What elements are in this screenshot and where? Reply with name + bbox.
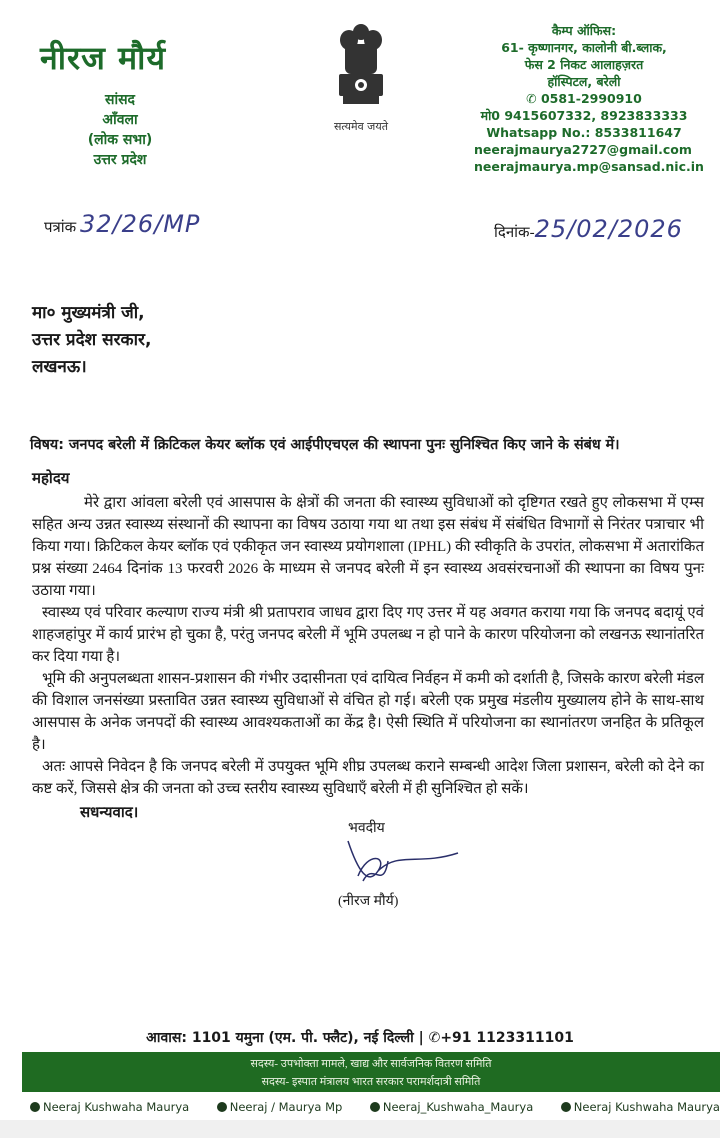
body-paragraph: मेरे द्वारा आंवला बरेली एवं आसपास के क्षेत्रों की जनता की स्वास्थ्य सुविधाओं को दृष्टिगत रखते हुए लोकसभा में एम्स सहित अन्य उन्नत स्वास्थ्य संस्थानों की स्थापना का विषय उठाया गया था तथा इस संबंध में संबंधित विभागों से निरंतर पत्राचार भी किया गया। क्रिटिकल केयर ब्लॉक एवं एकीकृत जन स्वास्थ्य प्रयोगशाला (IPHL) की स्वीकृति के उपरांत, लोकसभा में अतारांकित प्रश्न संख्या 2464 दिनांक 13 फरवरी 2026 के माध्यम से जनपद बरेली में इन स्वास्थ्य अवसंरचनाओं की स्थापना का विषय पुनः उठाया गया। (32, 495, 704, 599)
bottom-strip (0, 1120, 720, 1138)
addressee-line: लखनऊ। (32, 357, 87, 377)
instagram-icon (561, 1102, 571, 1112)
body-paragraph: भूमि की अनुपलब्धता शासन-प्रशासन की गंभीर उदासीनता एवं दायित्व निर्वहन में कमी को दर्शाती है, जिसके कारण बरेली मंडल की विशाल जनसंख्या प्रस्तावित उन्नत स्वास्थ्य सुविधाओं से वंचित हो गई। बरेली एक प्रमुख मंडलीय मुख्यालय होने के साथ-साथ आसपास के अनेक जनपदों की स्वास्थ्य आवश्यकताओं का केंद्र है। ऐसी स्थिति में परियोजना का स्थानांतरण जनहित के प्रतिकूल है। (32, 671, 704, 753)
date-label: दिनांक- (494, 225, 535, 241)
social-threads (217, 1100, 343, 1114)
valediction: भवदीय (348, 821, 385, 836)
social-label: Neeraj_Kushwaha_Maurya (382, 1100, 534, 1114)
office-address-line: 61- कृष्णानगर, कालोनी बी.ब्लाक, (501, 40, 667, 55)
reference-number (44, 210, 200, 238)
email-address: neerajmaurya.mp@sansad.nic.in (474, 159, 704, 174)
memberships-band (22, 1052, 720, 1092)
sender-name: नीरज मौर्य (40, 39, 167, 77)
facebook-icon (30, 1102, 40, 1112)
office-address-line: फेस 2 निकट आलाहज़रत (524, 57, 644, 72)
sender-designation (40, 90, 200, 170)
camp-office-info (468, 22, 704, 175)
office-phone: 0581-2990910 (540, 91, 642, 106)
whatsapp-number: Whatsapp No.: 8533811647 (486, 125, 682, 140)
handwritten-signature-icon (338, 831, 468, 891)
social-label: Neeraj / Maurya Mp (229, 1100, 343, 1114)
salutation: महोदय (32, 471, 70, 487)
membership-line: सदस्य- उपभोक्ता मामले, खाद्य और सार्वजनिक वितरण समिति (250, 1058, 492, 1070)
residence-phone: +91 1123311101 (440, 1030, 574, 1046)
closing: सधन्यवाद। (80, 805, 139, 821)
letter-date (494, 215, 683, 243)
subject-line: विषय: जनपद बरेली में क्रिटिकल केयर ब्लॉक एवं आईपीएचएल की स्थापना पुनः सुनिश्चित किए जाने के संबंध में। (30, 437, 620, 453)
membership-line: सदस्य- इस्पात मंत्रालय भारत सरकार परामर्शदात्री समिति (261, 1076, 481, 1088)
social-instagram (561, 1100, 720, 1114)
threads-icon (217, 1102, 227, 1112)
social-label: Neeraj Kushwaha Maurya (573, 1100, 720, 1114)
signature-block (338, 818, 458, 910)
social-label: Neeraj Kushwaha Maurya (43, 1100, 190, 1114)
addressee (32, 300, 151, 381)
date-value: 25/02/2026 (534, 215, 683, 243)
designation-line: आँवला (102, 112, 138, 128)
social-handles (30, 1100, 720, 1114)
signatory-name: (नीरज मौर्य) (338, 894, 399, 909)
body-paragraph: अतः आपसे निवेदन है कि जनपद बरेली में उपयुक्त भूमि शीघ्र उपलब्ध कराने सम्बन्धी आदेश जिला प्रशासन, बरेली को देने का कष्ट करें, जिससे क्षेत्र की जनता को उच्च स्तरीय स्वास्थ्य सुविधाएँ बरेली में ही सुनिश्चित हो सकें। (32, 759, 704, 797)
x-icon (370, 1102, 380, 1112)
office-address-line: हॉस्पिटल, बरेली (547, 74, 621, 89)
reference-value: 32/26/MP (79, 210, 201, 238)
state-emblem (328, 22, 394, 134)
phone-icon: ✆ (428, 1030, 441, 1046)
letter-body (32, 468, 704, 824)
office-title: कैम्प ऑफिस: (551, 23, 617, 38)
mobile-numbers: मो0 9415607332, 8923833333 (480, 108, 688, 123)
residence-text: आवास: 1101 यमुना (एम. पी. फ्लैट), नई दिल्ली | (146, 1030, 424, 1046)
addressee-line: उत्तर प्रदेश सरकार, (32, 330, 152, 350)
designation-line: (लोक सभा) (87, 132, 153, 148)
social-x (370, 1100, 533, 1114)
addressee-line: मा० मुख्यमंत्री जी, (32, 303, 145, 323)
residence-address (0, 1028, 720, 1047)
emblem-motto: सत्यमेव जयते (333, 120, 388, 133)
email-address: neerajmaurya2727@gmail.com (474, 142, 692, 157)
ashoka-emblem-icon (333, 22, 389, 114)
designation-line: उत्तर प्रदेश (93, 152, 147, 168)
reference-label: पत्रांक (44, 220, 77, 236)
phone-icon: ✆ (526, 91, 541, 106)
social-facebook (30, 1100, 189, 1114)
body-paragraph: स्वास्थ्य एवं परिवार कल्याण राज्य मंत्री श्री प्रतापराव जाधव द्वारा दिए गए उत्तर में यह अवगत कराया गया कि जनपद बदायूं एवं शाहजहांपुर में कार्य प्रारंभ हो चुका है, परंतु जनपद बरेली में भूमि उपलब्ध न हो पाने के कारण परियोजना को लखनऊ स्थानांतरित कर दिया गया है। (32, 605, 704, 665)
designation-line: सांसद (105, 92, 135, 108)
